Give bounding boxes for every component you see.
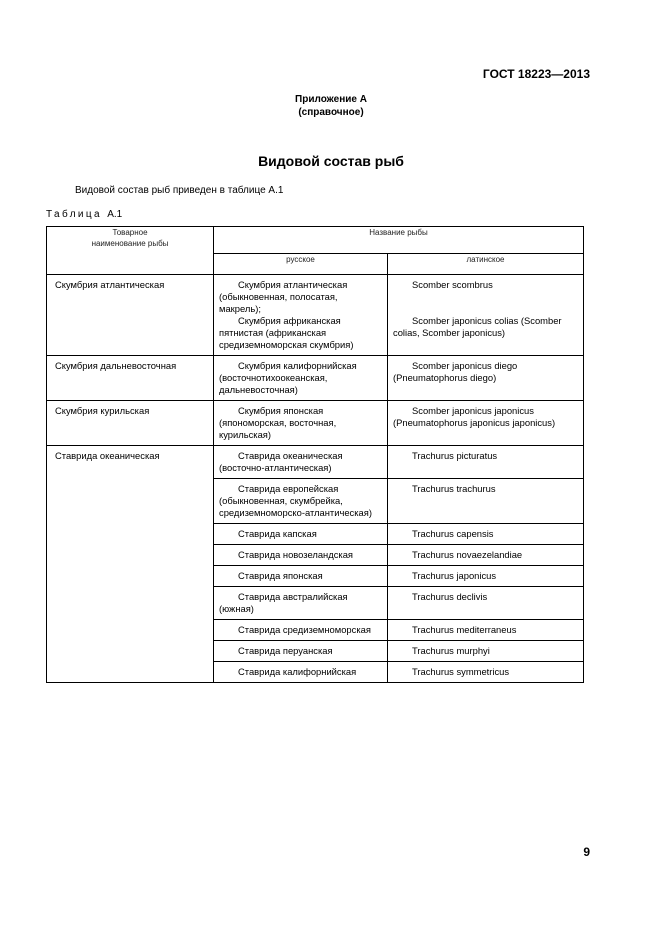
header-russian: русское — [214, 253, 388, 274]
latin-name: Trachurus novaezelandiae — [412, 549, 523, 560]
latin-name-cell — [388, 446, 584, 479]
russian-name-cell — [214, 545, 388, 566]
appendix-note: (справочное) — [298, 107, 364, 118]
latin-name-cell — [388, 662, 584, 683]
latin-name-cell — [388, 545, 584, 566]
intro-text: Видовой состав рыб приведен в таблице А.1 — [75, 185, 284, 196]
table-caption-word: Таблица — [46, 209, 103, 220]
russian-name: Ставрида австралийская (южная) — [219, 591, 348, 614]
header-trade-name-line2: наименование рыбы — [91, 239, 169, 248]
russian-name: Ставрида перуанская — [238, 645, 333, 656]
appendix-title: Приложение А — [295, 94, 367, 105]
latin-name: Scomber japonicus japonicus (Pneumatophorus japonicus japonicus) — [393, 405, 556, 428]
latin-name: Trachurus trachurus — [412, 483, 496, 494]
header-trade-name-line1: Товарное — [112, 228, 148, 237]
latin-name: Trachurus capensis — [412, 528, 494, 539]
russian-name-cell — [214, 587, 388, 620]
latin-name-cell — [388, 641, 584, 662]
latin-name: Trachurus declivis — [412, 591, 488, 602]
russian-name-cell — [214, 356, 388, 401]
russian-name: Скумбрия африканская пятнистая (африканская средиземноморская скумбрия) — [219, 315, 354, 350]
species-table — [46, 226, 584, 683]
header-trade-name — [47, 227, 214, 275]
russian-name: Ставрида новозеландская — [238, 549, 353, 560]
russian-name-cell — [214, 401, 388, 446]
trade-name-cell: Ставрида океаническая — [47, 446, 214, 683]
table-row — [47, 401, 584, 446]
document-code: ГОСТ 18223—2013 — [482, 67, 590, 81]
trade-name-cell: Скумбрия курильская — [47, 401, 214, 446]
russian-name-cell — [214, 620, 388, 641]
russian-name: Ставрида калифорнийская — [238, 666, 357, 677]
russian-name-cell — [214, 446, 388, 479]
latin-name: Trachurus picturatus — [412, 450, 498, 461]
russian-name: Скумбрия японская (япономорская, восточная, курильская) — [219, 405, 337, 440]
russian-name: Ставрида японская — [238, 570, 323, 581]
latin-name: Trachurus mediterraneus — [412, 624, 517, 635]
latin-name: Scomber scombrus — [412, 279, 493, 290]
russian-name: Скумбрия калифорнийская (восточнотихоокеанская, дальневосточная) — [219, 360, 357, 395]
table-row — [47, 356, 584, 401]
russian-name-cell — [214, 662, 388, 683]
russian-name: Ставрида средиземноморская — [238, 624, 371, 635]
latin-name: Trachurus japonicus — [412, 570, 497, 581]
russian-name: Ставрида капская — [238, 528, 317, 539]
russian-name-cell — [214, 479, 388, 524]
table-caption-number: А.1 — [107, 209, 123, 220]
latin-name: Trachurus symmetricus — [412, 666, 510, 677]
header-fish-name: Название рыбы — [214, 227, 584, 254]
latin-name-cell — [388, 587, 584, 620]
header-latin: латинское — [388, 253, 584, 274]
latin-name-cell — [388, 524, 584, 545]
latin-name: Scomber japonicus diego (Pneumatophorus diego) — [393, 360, 518, 383]
latin-name-cell — [388, 479, 584, 524]
russian-name-cell — [214, 524, 388, 545]
russian-name-cell — [214, 275, 388, 356]
latin-name-cell — [388, 275, 584, 356]
russian-name-cell — [214, 566, 388, 587]
appendix-heading — [0, 93, 662, 119]
russian-name: Ставрида океаническая (восточно-атлантическая) — [219, 450, 343, 473]
section-title: Видовой состав рыб — [258, 153, 404, 169]
russian-name: Скумбрия атлантическая (обыкновенная, полосатая, макрель); — [219, 279, 348, 314]
page-number: 9 — [583, 845, 590, 859]
latin-name-cell — [388, 356, 584, 401]
trade-name-cell: Скумбрия дальневосточная — [47, 356, 214, 401]
russian-name-cell — [214, 641, 388, 662]
latin-name-cell — [388, 566, 584, 587]
table-caption — [46, 209, 122, 220]
latin-name: Scomber japonicus colias (Scomber colias, Scomber japonicus) — [393, 315, 562, 338]
latin-name: Trachurus murphyi — [412, 645, 490, 656]
table-row — [47, 446, 584, 479]
trade-name-cell: Скумбрия атлантическая — [47, 275, 214, 356]
latin-name-cell — [388, 401, 584, 446]
latin-name-cell — [388, 620, 584, 641]
table-row — [47, 275, 584, 356]
russian-name: Ставрида европейская (обыкновенная, скумбрейка, средиземноморско-атлантическая) — [219, 483, 372, 518]
